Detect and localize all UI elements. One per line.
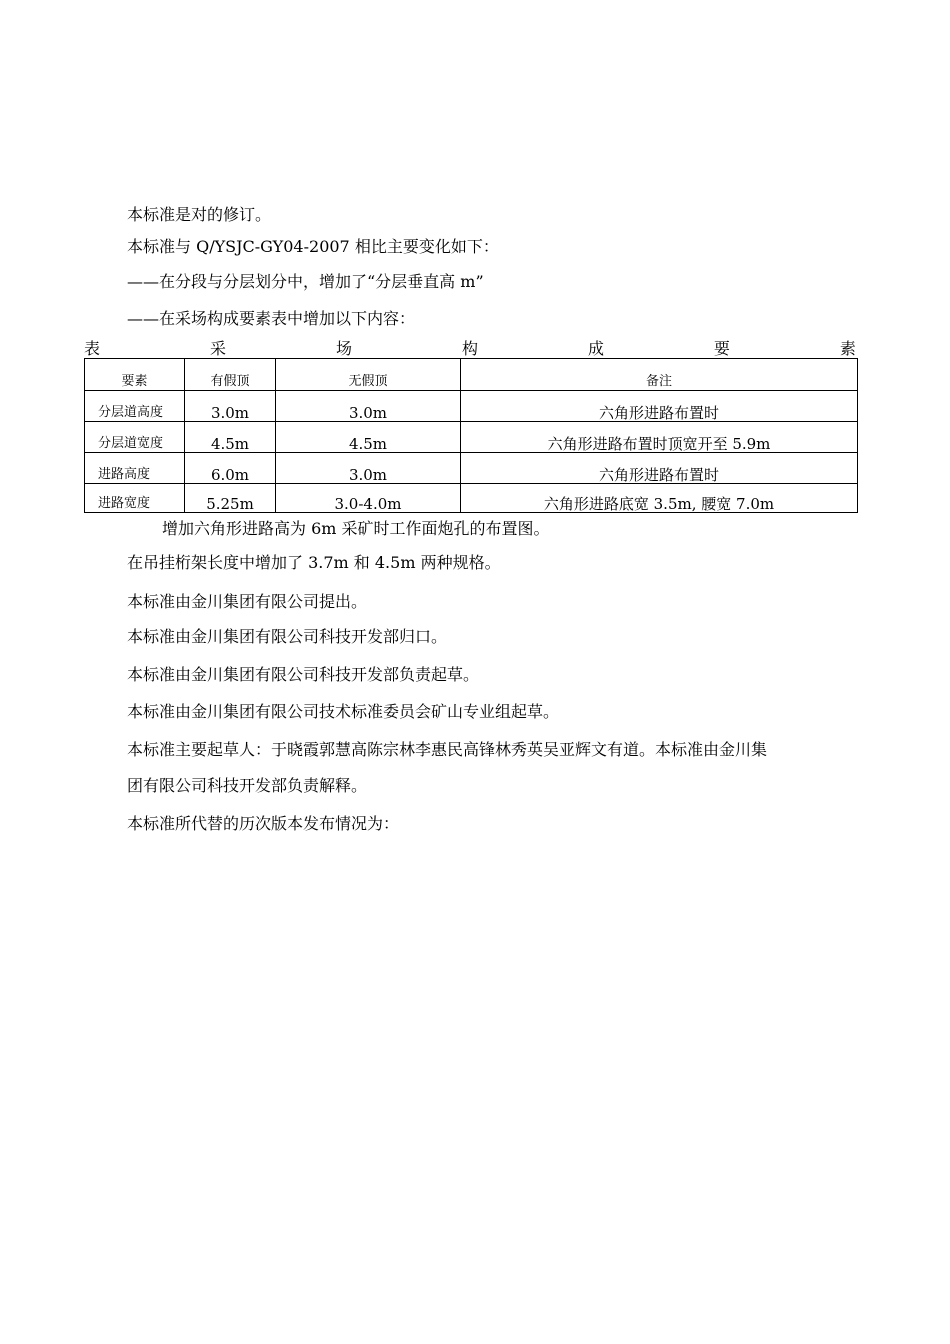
after-paragraph-2: 在吊挂桁架长度中增加了 3.7m 和 4.5m 两种规格。 bbox=[127, 553, 501, 572]
table-row bbox=[85, 391, 858, 422]
intro-paragraph-2: 本标准与 Q/YSJC-GY04-2007 相比主要变化如下： bbox=[127, 237, 499, 256]
change-item-1: ——在分段与分层划分中，增加了“分层垂直高 m” bbox=[127, 272, 484, 291]
table-cell: 六角形进路布置时 bbox=[461, 453, 858, 484]
header-cell-element: 要素 bbox=[85, 359, 185, 391]
table-cell: 分层道高度 bbox=[85, 391, 185, 422]
table-cell: 3.0m bbox=[185, 391, 276, 422]
caption-char: 场 bbox=[335, 339, 352, 358]
caption-char: 表 bbox=[84, 339, 101, 358]
table-cell: 4.5m bbox=[276, 422, 461, 453]
after-paragraph-1: 增加六角形进路高为 6m 采矿时工作面炮孔的布置图。 bbox=[162, 519, 550, 538]
header-cell-without-false-roof: 无假顶 bbox=[276, 359, 461, 391]
table-row bbox=[85, 453, 858, 484]
drafters-paragraph-continued: 团有限公司科技开发部负责解释。 bbox=[127, 776, 368, 795]
table-row bbox=[85, 422, 858, 453]
history-paragraph: 本标准所代替的历次版本发布情况为： bbox=[127, 814, 400, 833]
caption-char: 素 bbox=[839, 339, 856, 358]
caption-char: 采 bbox=[209, 339, 226, 358]
table-cell: 4.5m bbox=[185, 422, 276, 453]
table-cell: 3.0m bbox=[276, 391, 461, 422]
table-cell: 六角形进路布置时 bbox=[461, 391, 858, 422]
table-cell: 3.0-4.0m bbox=[276, 484, 461, 513]
after-paragraph-5: 本标准由金川集团有限公司科技开发部负责起草。 bbox=[127, 665, 480, 684]
intro-paragraph-1: 本标准是对的修订。 bbox=[127, 205, 272, 224]
table-header-row bbox=[85, 359, 858, 391]
table-cell: 进路高度 bbox=[85, 453, 185, 484]
table-cell: 六角形进路布置时顶宽开至 5.9m bbox=[461, 422, 858, 453]
table-caption bbox=[84, 339, 856, 359]
table-cell: 3.0m bbox=[276, 453, 461, 484]
table-cell: 进路宽度 bbox=[85, 484, 185, 513]
table-cell: 5.25m bbox=[185, 484, 276, 513]
after-paragraph-3: 本标准由金川集团有限公司提出。 bbox=[127, 592, 368, 611]
header-cell-with-false-roof: 有假顶 bbox=[185, 359, 276, 391]
header-cell-remarks: 备注 bbox=[461, 359, 858, 391]
drafters-paragraph: 本标准主要起草人：于晓霞郭慧高陈宗林李惠民高锋林秀英吴亚辉文有道。本标准由金川集 bbox=[127, 740, 768, 759]
change-item-2: ——在采场构成要素表中增加以下内容： bbox=[127, 309, 416, 328]
table-row bbox=[85, 484, 858, 513]
stope-elements-table bbox=[84, 358, 858, 513]
table-cell: 6.0m bbox=[185, 453, 276, 484]
table-cell: 分层道宽度 bbox=[85, 422, 185, 453]
table-cell: 六角形进路底宽 3.5m, 腰宽 7.0m bbox=[461, 484, 858, 513]
caption-char: 成 bbox=[587, 339, 604, 358]
caption-char: 要 bbox=[713, 339, 730, 358]
caption-char: 构 bbox=[461, 339, 478, 358]
after-paragraph-4: 本标准由金川集团有限公司科技开发部归口。 bbox=[127, 627, 448, 646]
after-paragraph-6: 本标准由金川集团有限公司技术标准委员会矿山专业组起草。 bbox=[127, 702, 560, 721]
